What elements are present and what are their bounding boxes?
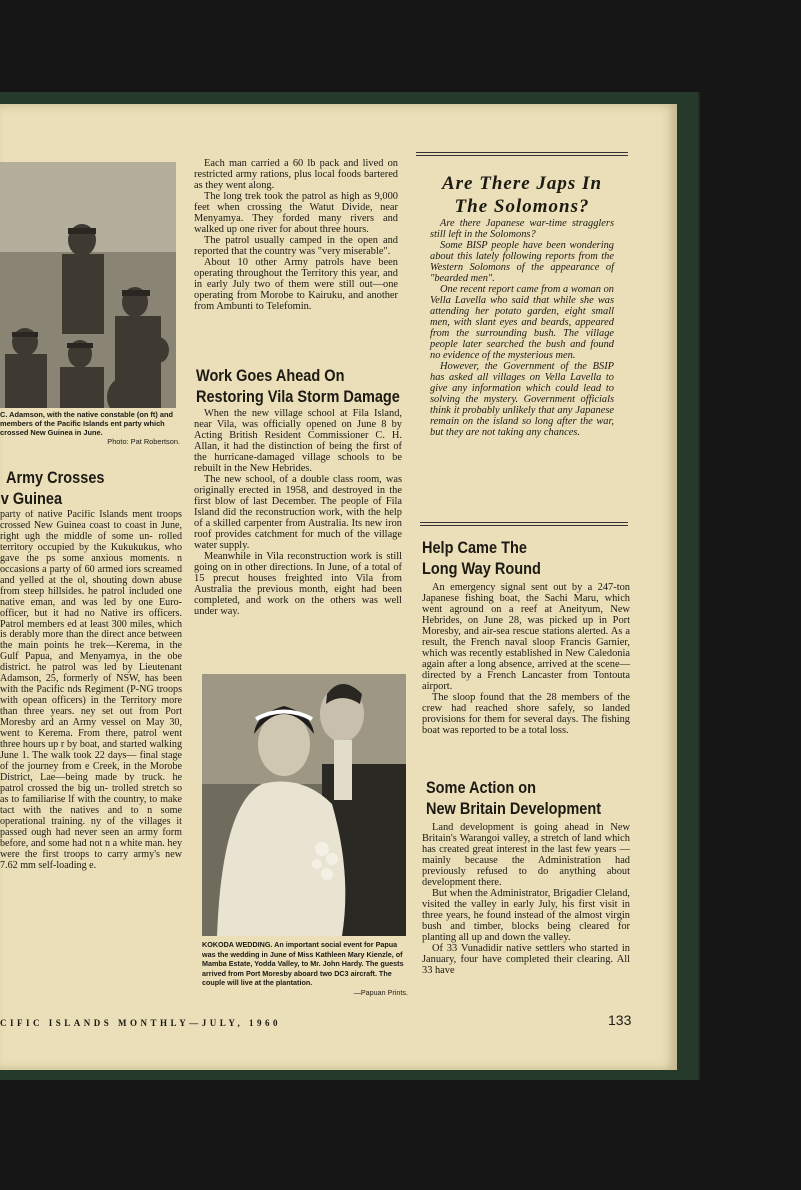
patrol-photo xyxy=(0,162,176,408)
paragraph: The long trek took the patrol as high as 9,000 feet when crossing the Watut Divide, near Menyamya. They forded many rivers and walked up one river for about three hours. xyxy=(194,191,398,235)
patrol-continued xyxy=(194,158,398,312)
paragraph: The sloop found that the 28 members of the crew had reached shore safely, so landed provisions for them for several days. The fishing boat was reported to be a total loss. xyxy=(422,692,630,736)
paragraph: Land development is going ahead in New Britain's Warangoi valley, a stretch of land which has created great interest in the last few years —mainly because the Administration had previously refused to do anything about development there. xyxy=(422,822,630,888)
photo-credit: Photo: Pat Robertson. xyxy=(107,437,180,446)
vila-article xyxy=(194,408,402,617)
heading-line: Restoring Vila Storm Damage xyxy=(196,388,400,406)
paragraph: Of 33 Vunadidir native settlers who started in January, four have completed their clearing. All 33 have xyxy=(422,943,630,976)
double-rule xyxy=(420,522,628,526)
caption-text: C. Adamson, with the native constable (on ft) and members of the Pacific Islands ent party which crossed New Guinea in June. xyxy=(0,410,174,437)
caption-text: KOKODA WEDDING. An important social event for Papua was the wedding in June of Miss Kathleen Mary Kienzle, of Mamba Estate, Yodda Valley, to Mr. John Hardy. The guests arrived from Port Moresby aboard two DC3 aircraft. The couple will live at the plantation. xyxy=(202,940,404,988)
paragraph: Meanwhile in Vila reconstruction work is still going on in other directions. In June, of a total of 15 precut houses freighted into Vila from Australia the previous month, eight had been completed, and work on the others was well under way. xyxy=(194,551,402,617)
paragraph: Each man carried a 60 lb pack and lived on restricted army rations, plus local foods bartered as they went along. xyxy=(194,158,398,191)
article-heading xyxy=(422,538,541,580)
paragraph: Some BISP people have been wondering about this lately following reports from the Western Solomons of the appearance of "bearded men". xyxy=(430,240,614,284)
wedding-photo-caption xyxy=(202,940,408,998)
article-body: party of native Pacific Islands ment troops crossed New Guinea coast to coast in June, right ugh the middle of some un- rolled territory occupied by the Kukukukus, who gave the ps some anxious moments. n occasions a party of 60 armed iors screamed and yelled at the ol, shouting down abuse from steep hillsides. he patrol included one native eman, and was led by one Euro- officer, but it had no Native irs officers. Patrol members ed at least 300 miles, which is derably more than the direct ance between the main points he trek—Kerema, in the Gulf Papua, and Menyamya, in the obe district. he patrol was led by Lieutenant Adamson, 25, formerly of NSW, has been with the Pacific nds Regiment (P-NG troops with opean officers) in the Territory more than three years. ney set out from Port Moresby ard an Army vessel on May 30, went to Kerema. From there, patrol went three hours up r by boat, and started walking June 1. The walk took 22 days— final stage of the journey from e Creek, in the Morobe District, Lae—being made by truck. he patrol crossed the big un- trolled stretch so as to familiarise lf with the country, to make tact with the natives and to n some operational training. ny of the villages it passed ough had never seen an army form before, and some had not n a white man. hey were the first troops to carry army's new 7.62 mm self-loading e. xyxy=(0,510,182,871)
patrol-photo-caption xyxy=(0,410,180,446)
heading-line: v Guinea xyxy=(0,490,63,508)
article-heading xyxy=(422,172,622,218)
heading-line: Some Action on xyxy=(426,779,536,797)
heading-line: The Solomons? xyxy=(454,196,590,217)
heading-line: Work Goes Ahead On xyxy=(196,367,345,385)
running-footer: CIFIC ISLANDS MONTHLY—JULY, 1960 xyxy=(0,1018,282,1028)
photo-credit: —Papuan Prints. xyxy=(353,987,408,997)
paragraph: About 10 other Army patrols have been operating throughout the Territory this year, and in early July two of them were still out—one operating from Morobe to Kairuku, and another from Ambunti to Telefomin. xyxy=(194,257,398,312)
heading-line: Army Crosses xyxy=(6,469,105,487)
japs-article xyxy=(430,218,614,438)
heading-line: Help Came The xyxy=(422,539,527,557)
paragraph: But when the Administrator, Brigadier Cleland, visited the valley in early July, his first visit in three years, he found instead of the almost virgin bush and timber, blocks being cleared for planting all up and down the valley. xyxy=(422,888,630,943)
article-heading xyxy=(426,778,601,820)
heading-line: Are There Japs In xyxy=(441,173,603,194)
paragraph: Are there Japanese war-time stragglers still left in the Solomons? xyxy=(430,218,614,240)
paragraph: When the new village school at Fila Island, near Vila, was officially opened on June 8 by Acting British Resident Commissioner C. H. Allan, it had the distinction of being the first of the hurricane-damaged village schools to be rebuilt in the New Hebrides. xyxy=(194,408,402,474)
article-heading xyxy=(0,468,105,510)
paragraph: However, the Government of the BSIP has asked all villages on Vella Lavella to give any information which could lead to solving the mystery. Government officials think it probably unlikely that any Japanese remain on the island so long after the war, but they are not taking any chances. xyxy=(430,361,614,438)
paragraph: One recent report came from a woman on Vella Lavella who said that while she was attending her potato garden, eight small men, with slant eyes and beards, appeared from the surrounding bush. The village people later searched the bush and found no evidence of the mysterious men. xyxy=(430,284,614,361)
double-rule xyxy=(416,152,628,156)
wedding-photo xyxy=(202,674,406,936)
magazine-page xyxy=(0,104,677,1070)
help-article xyxy=(422,582,630,736)
paragraph: An emergency signal sent out by a 247-ton Japanese fishing boat, the Sachi Maru, which went aground on a reef at Aneityum, New Hebrides, on June 28, was picked up in Port Moresby, and air-sea rescue stations alerted. As a result, the French naval sloop Francis Garnier, which was recently established in New Caledonia again after a long absence, arrived at the scene—directed by a French Lancaster from Tontouta airport. xyxy=(422,582,630,692)
paragraph: The patrol usually camped in the open and reported that the country was "very miserable". xyxy=(194,235,398,257)
paragraph: The new school, of a double class room, was originally erected in 1958, and destroyed in the first blow of last December. The people of Fila Island did the reconstruction work, with the help of a skilled carpenter from Australia. Its new iron roof provides catchment for much of the village water supply. xyxy=(194,474,402,551)
page-number: 133 xyxy=(608,1012,632,1028)
article-heading xyxy=(196,366,400,408)
heading-line: New Britain Development xyxy=(426,800,602,818)
heading-line: Long Way Round xyxy=(422,560,541,578)
new-britain-article xyxy=(422,822,630,976)
